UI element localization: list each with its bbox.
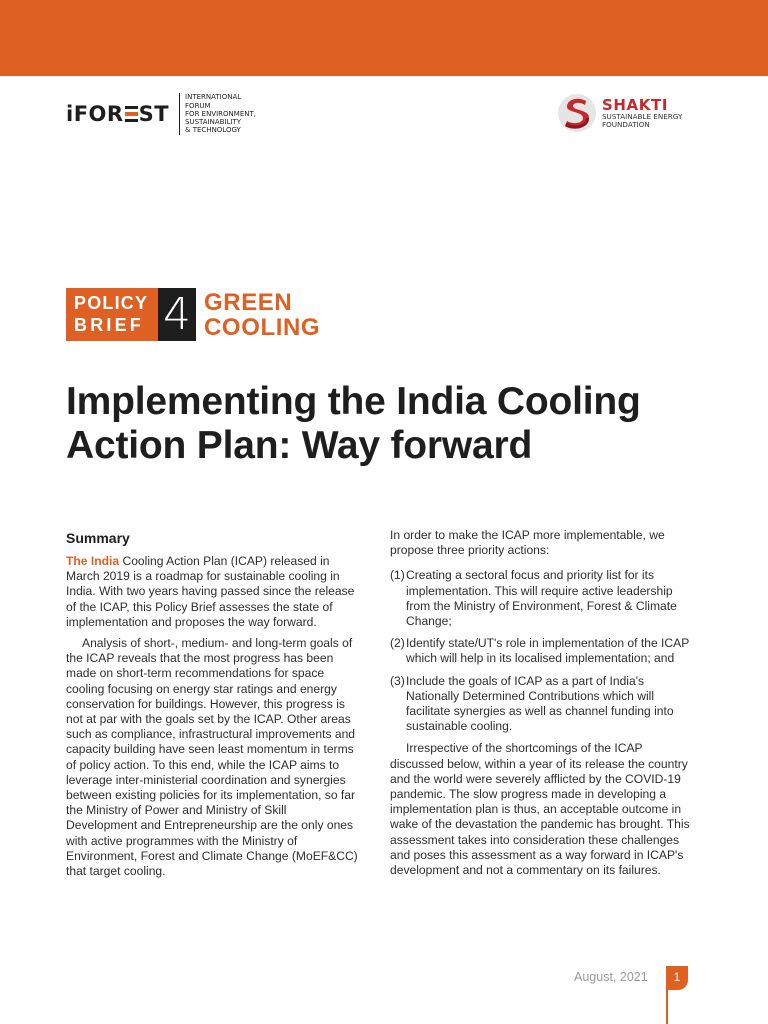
closing-paragraph: Irrespective of the shortcomings of the ICAP discussed below, within a year of its release the country and the world were severely afflicted by the COVID-19 pandemic. The slow progress made in developing a implementation plan is thus, an acceptable outcome in wake of the devastation the pandemic has brought. This assessment takes into consideration these challenges and poses this assessment as a way forward in ICAP's development and not a commentary on its failures. xyxy=(390,741,690,878)
iforest-tagline-line: FORUM xyxy=(185,101,211,110)
list-item-number: (3) xyxy=(390,673,405,688)
summary-paragraph xyxy=(66,554,358,630)
list-item-text: Include the goals of ICAP as a part of India's Nationally Determined Contributions which will facilitate synergies as well as channel funding into sustainable cooling. xyxy=(406,673,674,734)
iforest-wordmark-start: iFOR xyxy=(66,102,124,126)
iforest-tagline-line: FOR ENVIRONMENT, xyxy=(185,109,256,118)
policy-brief-topic-line: GREEN xyxy=(204,289,293,316)
iforest-e-glyph-icon xyxy=(125,106,138,122)
iforest-wordmark-end: ST xyxy=(138,102,170,126)
policy-brief-topic-line: COOLING xyxy=(204,314,321,341)
policy-brief-badge xyxy=(66,288,320,341)
shakti-subtitle-line: FOUNDATION xyxy=(602,120,650,129)
shakti-s-mark-icon xyxy=(556,92,598,134)
list-item-text: Creating a sectoral focus and priority list for its implementation. This will require active leadership from the Ministry of Environment, Forest & Climate Change; xyxy=(406,568,677,629)
summary-lead-accent: The India xyxy=(66,554,120,568)
iforest-wordmark xyxy=(66,102,169,126)
page-number: 1 xyxy=(666,966,688,990)
list-item xyxy=(390,636,694,666)
shakti-name: SHAKTI xyxy=(602,95,669,114)
iforest-tagline-line: & TECHNOLOGY xyxy=(185,126,241,135)
header-band xyxy=(0,0,768,76)
iforest-tagline xyxy=(185,93,256,134)
summary-paragraph-text: Cooling Action Plan (ICAP) released in March 2019 is a roadmap for sustainable cooling in India. With two years having passed since the release of the ICAP, this Policy Brief assesses the state of implementation and proposes the way forward. xyxy=(66,554,355,629)
priority-actions-column xyxy=(390,528,694,878)
iforest-tagline-line: SUSTAINABILITY xyxy=(185,118,242,127)
document-title-line: Action Plan: Way forward xyxy=(66,424,533,467)
page-tab-line xyxy=(666,988,668,1024)
policy-brief-label-line: BRIEF xyxy=(74,315,144,335)
policy-brief-label xyxy=(66,288,158,341)
iforest-tagline-line: INTERNATIONAL xyxy=(185,93,242,102)
document-title-line: Implementing the India Cooling xyxy=(66,380,641,423)
document-title xyxy=(66,380,706,468)
shakti-subtitle-line: SUSTAINABLE ENERGY xyxy=(602,111,683,121)
analysis-paragraph: Analysis of short-, medium- and long-term goals of the ICAP reveals that the most progress has been made on short-term recommendations for space cooling focusing on energy star ratings and energy conservation for buildings. However, this progress is not at par with the goals set by the ICAP. Other areas such as compliance, infrastructural improvements and capacity building have seen least momentum in terms of policy action. To this end, while the ICAP aims to leverage inter-ministerial coordination and synergies between existing policies for its implementation, so far the Ministry of Power and Ministry of Skill Development and Entrepreneurship are the only ones with active programmes with the Ministry of Environment, Forest and Climate Change (MoEF&CC) that target cooling. xyxy=(66,636,358,879)
shakti-logo xyxy=(556,92,682,134)
summary-heading: Summary xyxy=(66,530,130,546)
list-item xyxy=(390,674,694,735)
logo-divider xyxy=(179,93,180,135)
policy-brief-label-line: POLICY xyxy=(74,293,149,313)
summary-column xyxy=(66,530,358,879)
priority-intro-paragraph: In order to make the ICAP more implementable, we propose three priority actions: xyxy=(390,528,665,558)
list-item-text: Identify state/UT's role in implementation of the ICAP which will help in its localised implementation; and xyxy=(406,636,690,666)
footer-date: August, 2021 xyxy=(574,970,648,984)
list-item xyxy=(390,568,694,629)
list-item-number: (2) xyxy=(390,636,405,651)
policy-brief-number: 4 xyxy=(158,288,196,341)
iforest-logo xyxy=(66,92,256,136)
policy-brief-topic xyxy=(204,288,320,341)
priority-actions-list xyxy=(390,568,694,734)
list-item-number: (1) xyxy=(390,568,405,583)
